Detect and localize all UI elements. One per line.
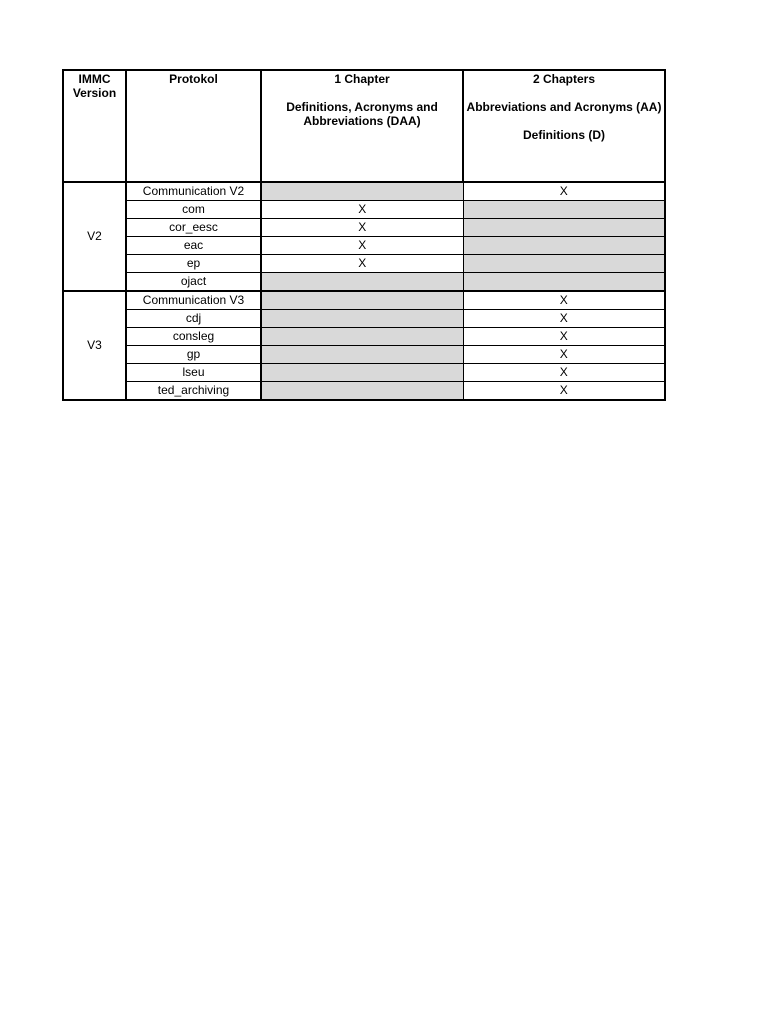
table-row <box>63 346 665 364</box>
table-row <box>63 273 665 292</box>
table-row <box>63 201 665 219</box>
header-chapter2-sub2: Definitions (D) <box>523 128 605 142</box>
header-version-line2: Version <box>72 86 117 100</box>
table-row <box>63 255 665 273</box>
chapter2-cell: X <box>463 346 665 364</box>
chapter1-cell <box>261 273 463 292</box>
chapter1-cell <box>261 364 463 382</box>
header-chapter1-sub-line2: Abbreviations (DAA) <box>303 114 421 128</box>
chapter1-cell: X <box>261 201 463 219</box>
chapter1-cell <box>261 346 463 364</box>
header-version-line1: IMMC <box>78 72 111 86</box>
header-protokol <box>126 70 261 182</box>
header-row <box>63 70 665 182</box>
chapter1-cell: X <box>261 219 463 237</box>
header-protokol-label: Protokol <box>169 72 218 86</box>
chapter2-cell <box>463 237 665 255</box>
chapter2-cell <box>463 255 665 273</box>
protocol-chapter-table <box>62 69 666 401</box>
header-chapter2 <box>463 70 665 182</box>
table-row <box>63 291 665 310</box>
chapter1-cell: X <box>261 255 463 273</box>
protocol-cell: ted_archiving <box>126 382 261 401</box>
chapter1-cell <box>261 382 463 401</box>
protocol-cell: Communication V2 <box>126 182 261 201</box>
version-cell: V3 <box>63 291 126 400</box>
table-body <box>63 182 665 400</box>
protocol-cell: cdj <box>126 310 261 328</box>
header-chapter1-sub-line1: Definitions, Acronyms and <box>286 100 438 114</box>
protocol-cell: cor_eesc <box>126 219 261 237</box>
table-row <box>63 237 665 255</box>
header-chapter2-title: 2 Chapters <box>532 72 596 86</box>
chapter1-cell <box>261 310 463 328</box>
protocol-cell: ojact <box>126 273 261 292</box>
header-chapter2-sub1: Abbreviations and Acronyms (AA) <box>466 100 662 114</box>
protocol-cell: eac <box>126 237 261 255</box>
table-row <box>63 382 665 401</box>
chapter2-cell: X <box>463 291 665 310</box>
protocol-cell: consleg <box>126 328 261 346</box>
chapter2-cell: X <box>463 328 665 346</box>
chapter1-cell <box>261 182 463 201</box>
chapter1-cell <box>261 291 463 310</box>
chapter2-cell <box>463 201 665 219</box>
table-row <box>63 328 665 346</box>
header-chapter1 <box>261 70 463 182</box>
chapter1-cell <box>261 328 463 346</box>
table-row <box>63 310 665 328</box>
protocol-cell: gp <box>126 346 261 364</box>
protocol-cell: ep <box>126 255 261 273</box>
chapter2-cell: X <box>463 182 665 201</box>
chapter1-cell: X <box>261 237 463 255</box>
chapter2-cell: X <box>463 382 665 401</box>
protocol-cell: Communication V3 <box>126 291 261 310</box>
chapter2-cell: X <box>463 364 665 382</box>
chapter2-cell <box>463 273 665 292</box>
version-cell: V2 <box>63 182 126 291</box>
header-chapter1-title: 1 Chapter <box>334 72 390 86</box>
header-immc-version <box>63 70 126 182</box>
protocol-cell: lseu <box>126 364 261 382</box>
table-row <box>63 364 665 382</box>
chapter2-cell: X <box>463 310 665 328</box>
protocol-cell: com <box>126 201 261 219</box>
table-row <box>63 219 665 237</box>
chapter2-cell <box>463 219 665 237</box>
table-row <box>63 182 665 201</box>
